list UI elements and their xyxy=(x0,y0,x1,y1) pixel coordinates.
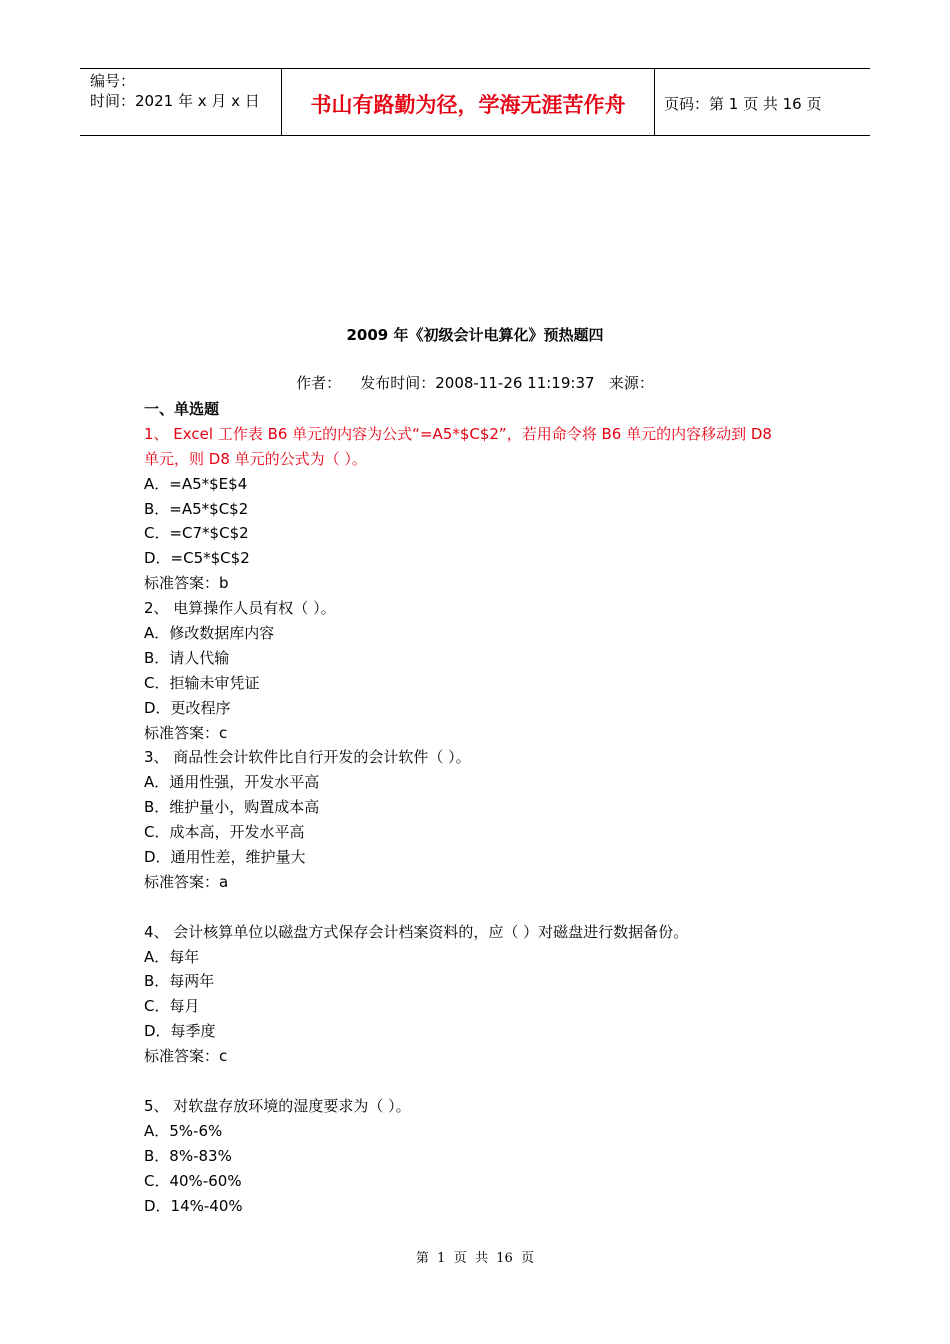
question-2-option-b: B．请人代输 xyxy=(144,648,230,667)
question-4-option-a: A．每年 xyxy=(144,947,200,966)
question-1-option-c: C．=C7*$C$2 xyxy=(144,524,249,543)
question-2-option-c: C．拒输未审凭证 xyxy=(144,673,260,692)
question-3-answer: 标准答案：a xyxy=(144,872,229,891)
question-2-option-a: A．修改数据库内容 xyxy=(144,624,275,643)
question-3-stem: 3、 商品性会计软件比自行开发的会计软件（ ）。 xyxy=(144,748,471,767)
question-4-option-b: B．每两年 xyxy=(144,972,215,991)
header-bottom-rule xyxy=(80,135,870,136)
question-1-answer: 标准答案：b xyxy=(144,574,229,593)
question-5-option-c: C．40%-60% xyxy=(144,1171,242,1190)
spacer xyxy=(144,895,824,920)
question-5-option-a: A．5%-6% xyxy=(144,1121,223,1140)
question-2-answer: 标准答案：c xyxy=(144,723,228,742)
question-3-option-a: A．通用性强，开发水平高 xyxy=(144,773,320,792)
question-5-option-b: B．8%-83% xyxy=(144,1146,232,1165)
question-4-option-c: C．每月 xyxy=(144,997,200,1016)
question-list xyxy=(144,397,824,1218)
question-2-stem: 2、 电算操作人员有权（ ）。 xyxy=(144,599,336,618)
header-time: 时间：2021 年 x 月 x 日 xyxy=(90,92,260,110)
section-title: 一、单选题 xyxy=(144,400,220,418)
question-1-option-d: D．=C5*$C$2 xyxy=(144,549,250,568)
header-info xyxy=(90,71,260,111)
question-5-option-d: D．14%-40% xyxy=(144,1196,243,1215)
question-3-option-b: B．维护量小，购置成本高 xyxy=(144,798,320,817)
spacer xyxy=(144,1069,824,1094)
question-1-option-b: B．=A5*$C$2 xyxy=(144,499,249,518)
question-2-option-d: D．更改程序 xyxy=(144,698,231,717)
header-number: 编号： xyxy=(90,72,136,90)
question-1-stem-line1: 1、 Excel 工作表 B6 单元的内容为公式“=A5*$C$2”，若用命令将 B6 单元的内容移动到 D8 xyxy=(144,424,772,443)
header-motto: 书山有路勤为径，学海无涯苦作舟 xyxy=(310,92,626,117)
header-page-info: 页码：第 1 页 共 16 页 xyxy=(664,95,822,113)
question-3-option-c: C．成本高，开发水平高 xyxy=(144,823,305,842)
page-footer: 第 1 页 共 16 页 xyxy=(415,1251,535,1266)
document-meta: 作者： 发布时间：2008-11-26 11:19:37 来源： xyxy=(296,374,654,392)
question-4-option-d: D．每季度 xyxy=(144,1022,216,1041)
question-3-option-d: D．通用性差，维护量大 xyxy=(144,848,306,867)
question-4-stem: 4、 会计核算单位以磁盘方式保存会计档案资料的，应（ ）对磁盘进行数据备份。 xyxy=(144,922,689,941)
question-4-answer: 标准答案：c xyxy=(144,1047,228,1066)
document-title: 2009 年《初级会计电算化》预热题四 xyxy=(346,326,604,344)
question-5-stem: 5、 对软盘存放环境的湿度要求为（ ）。 xyxy=(144,1096,411,1115)
header-divider-right xyxy=(654,68,655,136)
question-1-stem-line2: 单元，则 D8 单元的公式为（ ）。 xyxy=(144,449,367,468)
question-1-option-a: A．=A5*$E$4 xyxy=(144,474,248,493)
header-top-rule xyxy=(80,68,870,69)
